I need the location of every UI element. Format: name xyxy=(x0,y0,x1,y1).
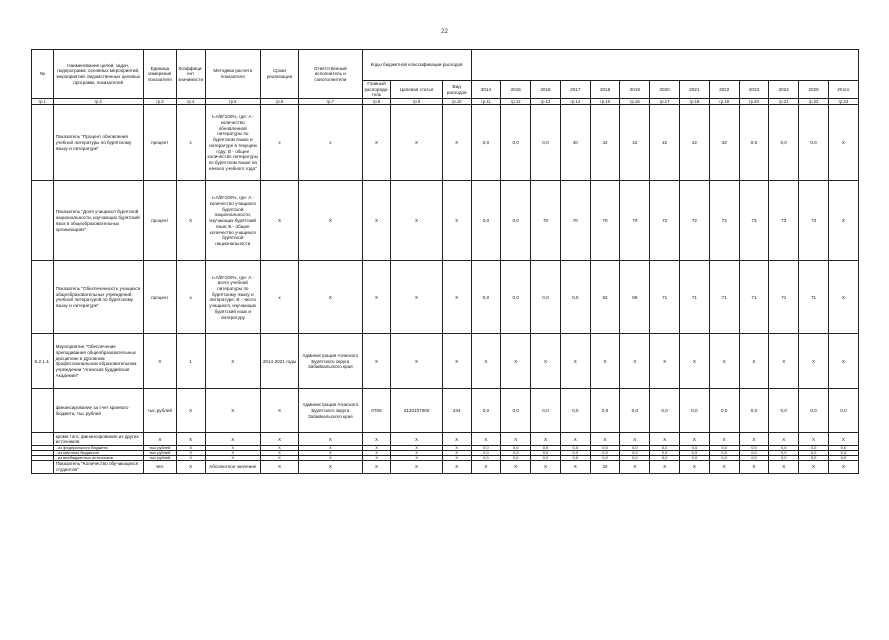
table-row xyxy=(32,105,859,181)
row-method: I=A/B*100%, где: A - количество обновленной литературы по бурятском языке и литературе в текущем году; B - общее количество литературы по бурятском языке на начало учебного года" xyxy=(205,105,260,181)
row-unit: процент xyxy=(143,261,176,334)
row-num xyxy=(32,181,54,261)
row-year-value: 71 xyxy=(739,261,769,334)
gr-cell: гр.12 xyxy=(501,99,531,105)
row-gr-code: Х xyxy=(362,451,391,456)
table-row xyxy=(32,433,859,446)
row-year-value: 0,0 xyxy=(501,105,531,181)
row-year-value: Х xyxy=(531,461,561,473)
row-name: Мероприятие "Обеспечение преподавания общеобразовательных дисциплин в Духовном профессиональном образовательном учреждении "Агинская буддийская Академия" xyxy=(53,334,143,389)
row-year-value: 71 xyxy=(650,261,680,334)
row-year-value: Х xyxy=(650,334,680,389)
row-year-value: Х xyxy=(471,461,501,473)
gr-cell: гр.20 xyxy=(739,99,769,105)
row-year-value: 0,0 xyxy=(709,456,739,461)
row-unit: тыс.рублей xyxy=(143,389,176,433)
row-year-value: 0,0 xyxy=(560,446,590,451)
col-header-year: 2024 xyxy=(769,81,799,99)
row-year-value: Х xyxy=(471,334,501,389)
row-year-value: 42 xyxy=(590,105,620,181)
gr-cell: гр.8 xyxy=(362,99,391,105)
row-method: Х xyxy=(205,456,260,461)
row-year-value: 72 xyxy=(650,181,680,261)
row-expense-type: Х xyxy=(442,334,471,389)
row-year-value: Х xyxy=(680,334,710,389)
row-expense-type: Х xyxy=(442,261,471,334)
row-method: Х xyxy=(205,451,260,456)
col-header-year: 2018 xyxy=(590,81,620,99)
row-year-value: 0,0 xyxy=(680,389,710,433)
row-gr-code: Х xyxy=(362,334,391,389)
row-year-value: Х xyxy=(560,334,590,389)
row-year-value: 0,0 xyxy=(531,105,561,181)
row-year-value: 43 xyxy=(709,105,739,181)
row-year-value: Х xyxy=(560,433,590,446)
row-num xyxy=(32,461,54,473)
row-year-value: 73 xyxy=(799,181,829,261)
col-header-resp: Ответственный исполнитель и соисполнители xyxy=(299,50,363,99)
row-name: - из внебюджетных источников xyxy=(53,456,143,461)
row-year-value: 0,0 xyxy=(501,456,531,461)
page-number: 22 xyxy=(441,29,448,35)
gr-cell: гр.5 xyxy=(205,99,260,105)
row-year-value: Х xyxy=(680,433,710,446)
row-responsible: Х xyxy=(299,261,363,334)
row-year-value: 0,0 xyxy=(620,446,650,451)
row-target-article: Х xyxy=(391,334,442,389)
row-method: Х xyxy=(205,389,260,433)
row-year-value: 0,0 xyxy=(471,451,501,456)
row-year-value: 71 xyxy=(799,261,829,334)
row-year-value: 0,0 xyxy=(650,446,680,451)
col-header-year: 2019 xyxy=(620,81,650,99)
col-header-total: Итого xyxy=(828,81,858,99)
row-target-article: Х xyxy=(391,446,442,451)
gr-cell: гр.1 xyxy=(32,99,54,105)
row-year-value: 42 xyxy=(650,105,680,181)
row-total: Х xyxy=(828,461,858,473)
row-year-value: 42 xyxy=(680,105,710,181)
gr-cell: гр.7 xyxy=(299,99,363,105)
row-year-value: 0,0 xyxy=(620,451,650,456)
row-year-value: Х xyxy=(501,334,531,389)
row-year-value: Х xyxy=(739,461,769,473)
row-num xyxy=(32,433,54,446)
row-target-article: Х xyxy=(391,261,442,334)
row-term: Х xyxy=(261,456,299,461)
row-total: Х xyxy=(828,334,858,389)
row-year-value: 0,0 xyxy=(471,261,501,334)
row-year-value: 0,0 xyxy=(650,389,680,433)
row-year-value: 0,0 xyxy=(680,451,710,456)
row-year-value: 0,0 xyxy=(620,389,650,433)
row-total: Х xyxy=(828,181,858,261)
row-gr-code: Х xyxy=(362,181,391,261)
row-year-value: Х xyxy=(531,334,561,389)
row-year-value: 0,0 xyxy=(501,181,531,261)
row-term: х xyxy=(261,261,299,334)
gr-cell: гр.13 xyxy=(531,99,561,105)
row-expense-type: Х xyxy=(442,433,471,446)
row-expense-type: Х xyxy=(442,181,471,261)
row-coef: Х xyxy=(176,446,205,451)
row-year-value: 70 xyxy=(560,181,590,261)
col-header-year: 2014 xyxy=(471,81,501,99)
row-year-value: 73 xyxy=(709,181,739,261)
table-row xyxy=(32,181,859,261)
row-expense-type: Х xyxy=(442,461,471,473)
row-year-value: Х xyxy=(769,334,799,389)
row-method: Х xyxy=(205,433,260,446)
row-responsible: Х xyxy=(299,461,363,473)
row-year-value: 0,0 xyxy=(560,389,590,433)
row-year-value: Х xyxy=(620,334,650,389)
col-header-year: 2023 xyxy=(739,81,769,99)
row-coef: Х xyxy=(176,389,205,433)
row-method: Абсолютное значение xyxy=(205,461,260,473)
row-year-value: 0,0 xyxy=(531,389,561,433)
row-year-value: 0,0 xyxy=(769,456,799,461)
row-year-value: Х xyxy=(620,461,650,473)
row-year-value: Х xyxy=(620,433,650,446)
row-unit: процент xyxy=(143,181,176,261)
row-year-value: 0,0 xyxy=(560,261,590,334)
row-name: Показатель "Количество обучающихся студентов" xyxy=(53,461,143,473)
row-year-value: 0,0 xyxy=(799,456,829,461)
col-header-year: 2025 xyxy=(799,81,829,99)
row-target-article: Х xyxy=(391,461,442,473)
table-row xyxy=(32,461,859,473)
row-expense-type: Х xyxy=(442,446,471,451)
row-responsible: Х xyxy=(299,433,363,446)
row-term: 2014-2021 годы xyxy=(261,334,299,389)
row-responsible: Администрация Агинского Бурятского округа Забайкальского края xyxy=(299,389,363,433)
col-header-year: 2022 xyxy=(709,81,739,99)
row-responsible: Х xyxy=(299,181,363,261)
row-year-value: Х xyxy=(739,334,769,389)
row-year-value: 0,0 xyxy=(650,456,680,461)
gr-cell: гр.15 xyxy=(590,99,620,105)
row-responsible: Х xyxy=(299,456,363,461)
row-year-value: 0,0 xyxy=(501,451,531,456)
col-header-vr: Вид расходов xyxy=(442,81,471,99)
row-year-value: 0,0 xyxy=(531,451,561,456)
row-year-value: 0,0 xyxy=(739,456,769,461)
col-header-spacer xyxy=(471,50,858,81)
row-year-value: 71 xyxy=(680,261,710,334)
row-coef: х xyxy=(176,105,205,181)
col-header-year: 2020 xyxy=(650,81,680,99)
row-unit: Х xyxy=(143,433,176,446)
row-coef: Х xyxy=(176,181,205,261)
row-year-value: 0,0 xyxy=(471,389,501,433)
gr-cell: гр.6 xyxy=(261,99,299,105)
row-year-value: Х xyxy=(709,433,739,446)
row-year-value: 0,0 xyxy=(709,389,739,433)
row-year-value: Х xyxy=(799,433,829,446)
row-expense-type: Х xyxy=(442,456,471,461)
row-year-value: Х xyxy=(769,461,799,473)
table-row xyxy=(32,261,859,334)
row-year-value: Х xyxy=(739,433,769,446)
row-year-value: Х xyxy=(709,461,739,473)
row-year-value: 0,0 xyxy=(769,446,799,451)
row-name: - из местных бюджетов xyxy=(53,451,143,456)
row-total: 0,0 xyxy=(828,446,858,451)
row-unit: чел. xyxy=(143,461,176,473)
row-name: Показатель "Доля учащихся бурятской национальности, изучающих бурятский язык в общеобразовательных организациях" xyxy=(53,181,143,261)
row-year-value: Х xyxy=(501,433,531,446)
row-term: Х xyxy=(261,451,299,456)
row-num xyxy=(32,261,54,334)
row-year-value: Х xyxy=(560,461,590,473)
row-term: Х xyxy=(261,446,299,451)
col-header-article: Целевая статья xyxy=(391,81,442,99)
row-year-value: 0,0 xyxy=(501,389,531,433)
row-coef: х xyxy=(176,261,205,334)
row-expense-type: Х xyxy=(442,105,471,181)
gr-cell: гр.22 xyxy=(799,99,829,105)
gr-cell: гр.19 xyxy=(709,99,739,105)
row-year-value: 0,0 xyxy=(799,389,829,433)
row-num: 5.2.1.4. xyxy=(32,334,54,389)
row-year-value: 0,0 xyxy=(739,105,769,181)
row-year-value: 71 xyxy=(709,261,739,334)
row-total: Х xyxy=(828,105,858,181)
gr-cell: гр.18 xyxy=(680,99,710,105)
row-method: I=A/B*100%, где: A - всего учебной литературы по бурятскому языку и литературе; B - число учащихся, изучающих бурятский язык и литературу xyxy=(205,261,260,334)
row-year-value: 0,0 xyxy=(590,451,620,456)
row-year-value: Х xyxy=(590,433,620,446)
row-year-value: 0,0 xyxy=(799,451,829,456)
gr-cell: гр.11 xyxy=(471,99,501,105)
gr-cell: гр.4 xyxy=(176,99,205,105)
table-row xyxy=(32,334,859,389)
row-year-value: 0,0 xyxy=(531,446,561,451)
col-header-coef: Коэффици- ент значимости xyxy=(176,50,205,99)
row-year-value: Х xyxy=(650,461,680,473)
row-year-value: 70 xyxy=(531,181,561,261)
row-year-value: Х xyxy=(590,334,620,389)
row-coef: Х xyxy=(176,461,205,473)
row-name: Показатель "Процент обновления учебной литературы по бурятскому языку и литературе" xyxy=(53,105,143,181)
gr-cell: гр.2 xyxy=(53,99,143,105)
row-gr-code: Х xyxy=(362,446,391,451)
row-unit: тыс.рублей xyxy=(143,446,176,451)
row-year-value: 42 xyxy=(620,105,650,181)
row-term: Х xyxy=(261,433,299,446)
row-year-value: 0,0 xyxy=(471,105,501,181)
col-header-budget-codes: Коды бюджетной классификации расходов xyxy=(362,50,471,81)
row-year-value: 32 xyxy=(590,461,620,473)
gr-cell: гр.9 xyxy=(391,99,442,105)
gr-cell: гр.10 xyxy=(442,99,471,105)
row-target-article: 2120107000 xyxy=(391,389,442,433)
col-header-method: Методика расчета показателя xyxy=(205,50,260,99)
row-year-value: 0,0 xyxy=(739,446,769,451)
table-row xyxy=(32,389,859,433)
row-year-value: 0,0 xyxy=(590,389,620,433)
row-expense-type: Х xyxy=(442,451,471,456)
col-header-num: № xyxy=(32,50,54,99)
row-gr-code: 0706 xyxy=(362,389,391,433)
table-body xyxy=(32,50,859,474)
gr-cell: гр.16 xyxy=(620,99,650,105)
row-year-value: 0,0 xyxy=(560,451,590,456)
row-year-value: 0,0 xyxy=(709,451,739,456)
row-term: х xyxy=(261,105,299,181)
row-num xyxy=(32,389,54,433)
row-year-value: 0,0 xyxy=(590,446,620,451)
row-gr-code: Х xyxy=(362,461,391,473)
row-year-value: 0,0 xyxy=(531,456,561,461)
row-year-value: Х xyxy=(799,334,829,389)
row-year-value: 0,0 xyxy=(769,389,799,433)
row-gr-code: Х xyxy=(362,105,391,181)
row-target-article: Х xyxy=(391,433,442,446)
row-target-article: Х xyxy=(391,451,442,456)
row-responsible: Администрация Агинского Бурятского округа Забайкальского края xyxy=(299,334,363,389)
row-expense-type: 244 xyxy=(442,389,471,433)
row-gr-code: Х xyxy=(362,261,391,334)
row-method: Х xyxy=(205,446,260,451)
row-term: Х xyxy=(261,461,299,473)
col-header-name: Наименование целей, задач, подпрограмм, основных мероприятий, мероприятий, ведомственных целевых программ, показателей xyxy=(53,50,143,99)
row-year-value: Х xyxy=(769,433,799,446)
row-unit: процент xyxy=(143,105,176,181)
row-unit: Х xyxy=(143,334,176,389)
row-year-value: 0,0 xyxy=(799,105,829,181)
row-gr-code: Х xyxy=(362,456,391,461)
row-year-value: 72 xyxy=(680,181,710,261)
row-year-value: 0,0 xyxy=(531,261,561,334)
row-year-value: Х xyxy=(650,433,680,446)
row-year-value: 62 xyxy=(590,261,620,334)
row-year-value: 73 xyxy=(739,181,769,261)
row-year-value: 71 xyxy=(769,261,799,334)
row-year-value: 0,0 xyxy=(769,451,799,456)
program-table xyxy=(31,49,859,474)
row-unit: тыс.рублей xyxy=(143,456,176,461)
row-year-value: 0,0 xyxy=(739,451,769,456)
row-year-value: 70 xyxy=(620,181,650,261)
row-name: Показатель "Обеспеченность учащихся общеобразовательных учреждений учебной литературой по бурятскому языку и литературе" xyxy=(53,261,143,334)
row-name: кроме того, финансирование из других источников xyxy=(53,433,143,446)
gr-cell: гр.17 xyxy=(650,99,680,105)
row-name: финансирование за счет краевого бюджета, тыс.рублей xyxy=(53,389,143,433)
row-total: Х xyxy=(828,261,858,334)
row-year-value: 0,0 xyxy=(799,446,829,451)
row-method: Х xyxy=(205,334,260,389)
row-total: 0,0 xyxy=(828,456,858,461)
row-year-value: 0,0 xyxy=(739,389,769,433)
row-target-article: Х xyxy=(391,181,442,261)
row-gr-code: Х xyxy=(362,433,391,446)
row-year-value: Х xyxy=(471,433,501,446)
row-year-value: 70 xyxy=(590,181,620,261)
col-header-term: Сроки реализации xyxy=(261,50,299,99)
row-year-value: 0,0 xyxy=(709,446,739,451)
row-year-value: 0,0 xyxy=(501,261,531,334)
row-year-value: 0,0 xyxy=(471,181,501,261)
row-coef: Х xyxy=(176,456,205,461)
col-header-unit: Единица измерения показателя xyxy=(143,50,176,99)
row-year-value: 40 xyxy=(560,105,590,181)
col-header-year: 2017 xyxy=(560,81,590,99)
row-name: - из федерального бюджета xyxy=(53,446,143,451)
row-year-value: 68 xyxy=(620,261,650,334)
row-year-value: 0,0 xyxy=(680,456,710,461)
row-num xyxy=(32,105,54,181)
row-year-value: 0,0 xyxy=(471,446,501,451)
row-unit: тыс.рублей xyxy=(143,451,176,456)
row-year-value: 0,0 xyxy=(501,446,531,451)
row-total: Х xyxy=(828,433,858,446)
row-total: 0,0 xyxy=(828,451,858,456)
row-year-value: 0,0 xyxy=(650,451,680,456)
row-coef: 1 xyxy=(176,334,205,389)
row-year-value: Х xyxy=(680,461,710,473)
gr-cell: гр.21 xyxy=(769,99,799,105)
row-target-article: Х xyxy=(391,456,442,461)
row-target-article: Х xyxy=(391,105,442,181)
gr-cell: гр.3 xyxy=(143,99,176,105)
row-year-value: 73 xyxy=(769,181,799,261)
row-method: I=A/B*100%, где: A - количество учащихся бурятской национальности, изучающих бурятский язык; B - общее количество учащихся бурятской национальности xyxy=(205,181,260,261)
row-year-value: 0,0 xyxy=(471,456,501,461)
row-year-value: 0,0 xyxy=(620,456,650,461)
row-year-value: 0,0 xyxy=(560,456,590,461)
row-year-value: 0,0 xyxy=(769,105,799,181)
row-year-value: 0,0 xyxy=(590,456,620,461)
row-coef: Х xyxy=(176,451,205,456)
row-year-value: 0,0 xyxy=(680,446,710,451)
row-responsible: Х xyxy=(299,446,363,451)
row-coef: Х xyxy=(176,433,205,446)
col-header-year: 2016 xyxy=(531,81,561,99)
row-responsible: Х xyxy=(299,451,363,456)
row-year-value: Х xyxy=(709,334,739,389)
row-year-value: Х xyxy=(501,461,531,473)
row-total: 0,0 xyxy=(828,389,858,433)
row-term: Х xyxy=(261,181,299,261)
gr-cell: гр.23 xyxy=(828,99,858,105)
header-row-1 xyxy=(32,50,859,81)
gr-cell: гр.14 xyxy=(560,99,590,105)
row-term: Х xyxy=(261,389,299,433)
row-year-value: Х xyxy=(799,461,829,473)
row-responsible: х xyxy=(299,105,363,181)
col-header-year: 2015 xyxy=(501,81,531,99)
col-header-gr: Главный распоряди- тель xyxy=(362,81,391,99)
row-year-value: Х xyxy=(531,433,561,446)
col-header-year: 2021 xyxy=(680,81,710,99)
